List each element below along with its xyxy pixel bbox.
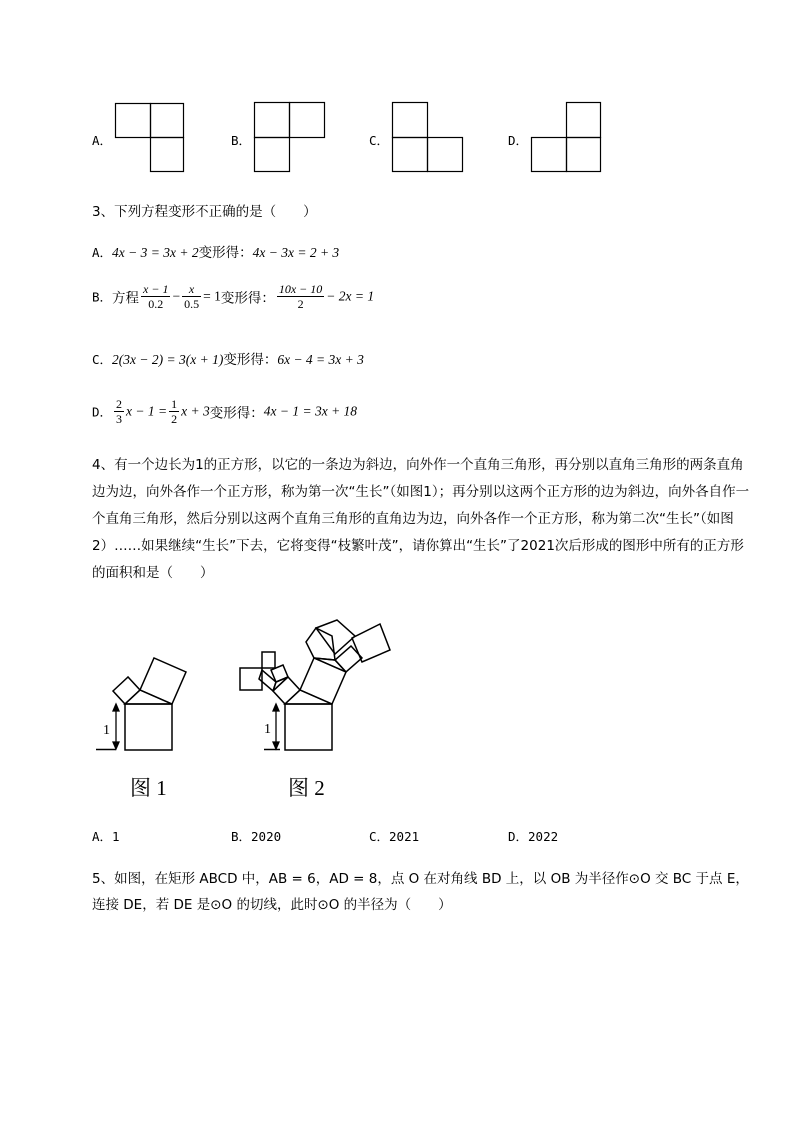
q3-option-d-label: D． [92, 404, 113, 420]
fraction-denominator: 0.5 [184, 297, 200, 311]
side-label-2: 1 [264, 722, 271, 737]
q3-option-b-fraction-3 [277, 282, 324, 311]
q3-option-a[interactable] [92, 241, 339, 261]
top-square-2 [352, 624, 390, 662]
medium-square-right-1 [306, 628, 335, 660]
q3-option-c-label: C． [92, 352, 113, 367]
q3-option-d-equation-part-2: x + 3 [181, 403, 210, 419]
q4-figure-1 [96, 645, 206, 757]
q3-option-a-transform-text: 变形得： [198, 245, 253, 261]
q3-option-c-transform-text: 变形得： [223, 352, 278, 368]
q3-stem: 3、下列方程变形不正确的是（ ） [92, 204, 317, 220]
q5-stem-line-2: 连接 DE，若 DE 是⊙O 的切线，此时⊙O 的半径为（ ） [92, 897, 452, 913]
arrow-head-down [273, 742, 279, 749]
q3-option-b-label: B． [92, 289, 113, 305]
q2-option-b-label[interactable]: B． [231, 133, 252, 148]
q3-option-b-transform-text: 变形得： [220, 290, 275, 307]
q3-option-c-equation: 2(3x − 2) = 3(x + 1) [112, 352, 224, 367]
q2-option-a-label[interactable]: A． [92, 133, 113, 148]
q3-option-a-label: A． [92, 245, 113, 260]
q3-option-d-transform-text: 变形得： [209, 405, 264, 422]
q3-option-a-equation: 4x − 3 = 3x + 2 [112, 245, 199, 260]
q4-option-b[interactable]: B．2020 [231, 829, 282, 844]
q3-option-c-result: 6x − 4 = 3x + 3 [277, 352, 364, 367]
fraction-numerator: 2 [116, 397, 123, 411]
q2-option-c-label[interactable]: C． [369, 133, 390, 148]
fraction-denominator: 2 [297, 297, 304, 311]
q5-stem-line-1: 5、如图，在矩形 ABCD 中，AB = 6，AD = 8，点 O 在对角线 BD 上，以 OB 为半径作⊙O 交 BC 于点 E， [92, 871, 749, 887]
fraction-numerator: 1 [171, 397, 178, 411]
q4-stem: 4、有一个边长为1的正方形，以它的一条边为斜边，向外作一个直角三角形，再分别以直角三角形的两条直角边为边，向外各作一个正方形，称为第一次“生长”（如图1）；再分别以这两个正方形的边为斜边，向外各自作一个直角三角形，然后分别以这两个直角三角形的直角边为边，向外各作一个正方形，称为第二次“生长”（如图2）……如果继续“生长”下去，它将变得“枝繁叶茂”，请你算出“生长”了2021次后形成的图形中所有的正方形的面积和是（ ） [92, 457, 750, 581]
left-square [113, 677, 140, 704]
q2-option-d-label[interactable]: D． [508, 133, 529, 148]
q3-option-b-result: − 2x = 1 [326, 288, 375, 304]
q4-figure-1-caption: 图 1 [130, 776, 167, 800]
base-square [125, 704, 172, 750]
q4-figure-2-caption: 图 2 [288, 776, 325, 800]
side-label-1: 1 [103, 723, 110, 738]
fraction-denominator: 2 [171, 412, 178, 426]
fraction-denominator: 3 [116, 412, 123, 426]
q3-option-d[interactable] [92, 397, 357, 426]
q4-figure-2 [232, 612, 392, 757]
arrow-head-down [113, 742, 119, 749]
arrow-head-up [273, 704, 279, 711]
top-square-1 [316, 620, 355, 654]
q3-option-b-minus: − [172, 288, 181, 304]
q4-option-c[interactable]: C．2021 [369, 829, 420, 844]
right-square [140, 658, 186, 704]
q3-option-a-result: 4x − 3x = 2 + 3 [252, 245, 340, 260]
q3-option-b-fraction-1 [141, 282, 170, 311]
q2-option-c-figure [390, 100, 466, 174]
q3-option-d-result: 4x − 1 = 3x + 18 [263, 403, 358, 419]
q3-option-d-fraction-2 [169, 397, 179, 426]
base-square [285, 704, 332, 750]
q2-option-a-figure [112, 100, 188, 174]
q2-option-d-figure [529, 100, 605, 174]
q3-option-d-equation-part-1: x − 1 = [126, 403, 168, 419]
q4-option-a[interactable]: A．1 [92, 829, 120, 844]
q3-option-b-rhs: = 1 [203, 288, 221, 304]
q3-option-d-fraction-1 [114, 397, 124, 426]
q3-option-b-fraction-2 [182, 282, 201, 311]
arrow-head-up [113, 704, 119, 711]
q3-option-c[interactable] [92, 348, 364, 368]
fraction-numerator: 10x − 10 [278, 282, 323, 296]
q3-option-b-prefix: 方程 [112, 290, 140, 307]
fraction-denominator: 0.2 [148, 297, 164, 311]
q3-option-b[interactable] [92, 282, 374, 311]
q4-option-d[interactable]: D．2022 [508, 829, 559, 844]
small-square-top-left [262, 652, 275, 668]
fraction-numerator: x [182, 282, 201, 297]
fraction-numerator: x − 1 [143, 282, 169, 296]
q2-option-b-figure [252, 100, 328, 174]
